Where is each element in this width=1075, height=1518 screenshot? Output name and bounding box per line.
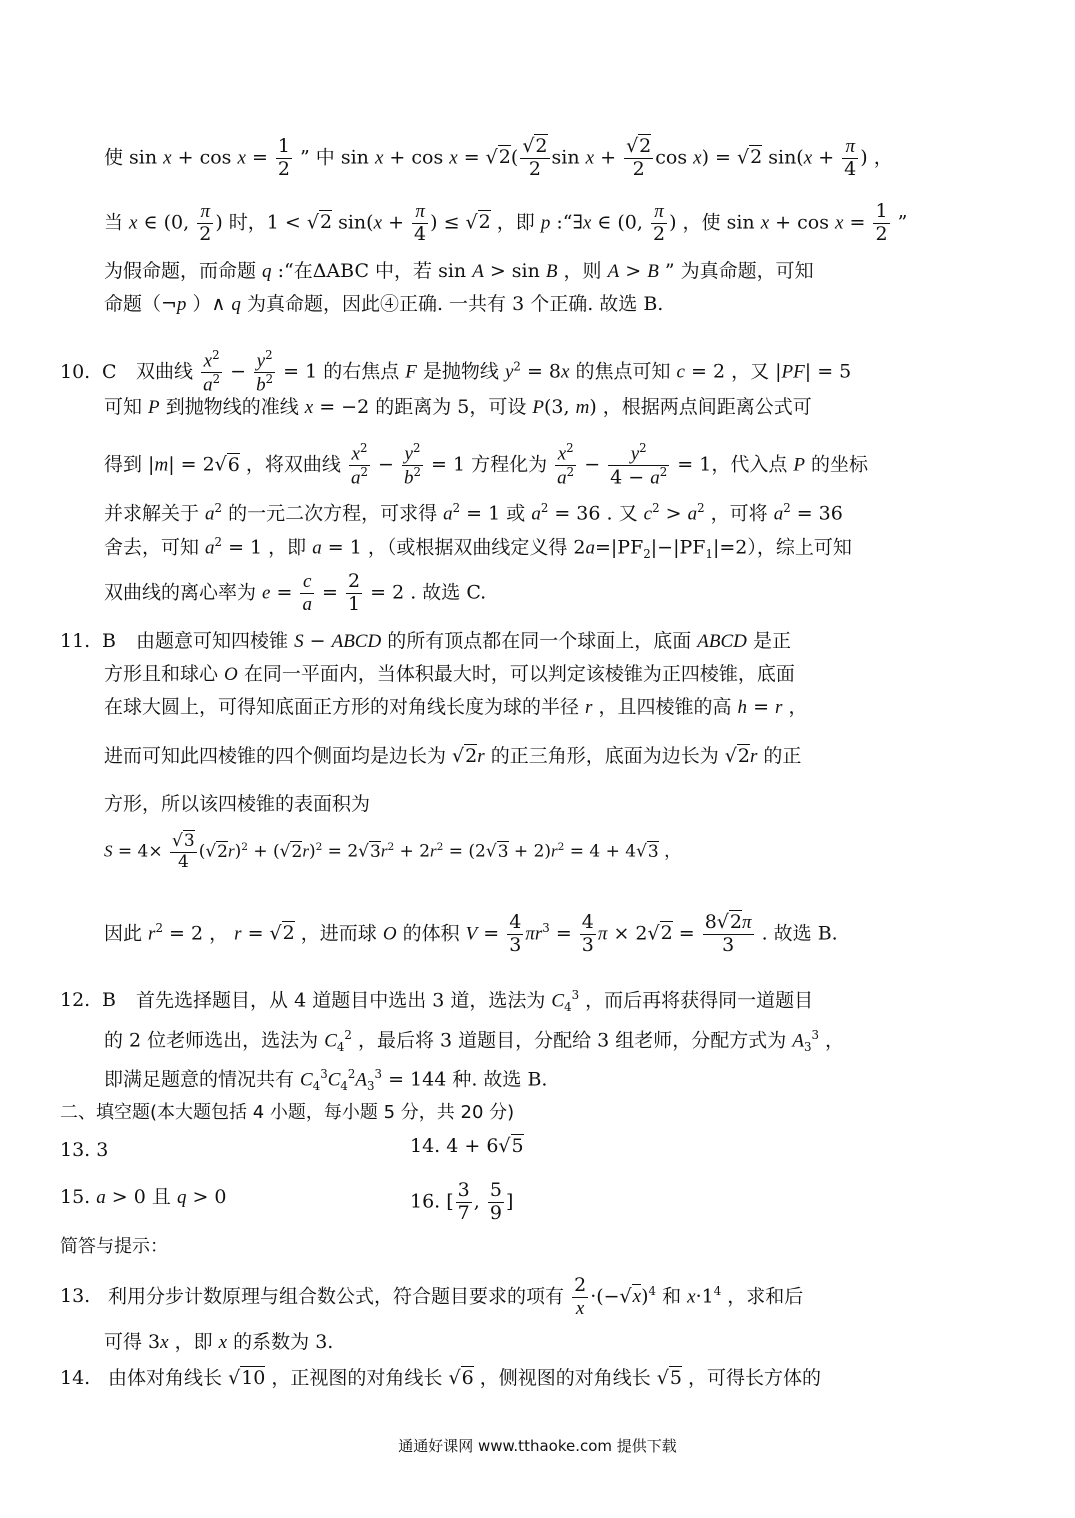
item-number: 12. xyxy=(60,989,91,1012)
item-10: 10. C 双曲线 $\frac{x^2}{a^2}$ − $\frac{y^2}{b^2}$ = 1 的右焦点 F 是抛物线 $y^2 = 8x$ 的焦点可知 c = 2 ，又 |PF| = 5 xyxy=(60,348,852,396)
formula-line: S = 4× $\frac{√3}{4}$ $(√2r)^2 + (√2r)^2 = 2√3r^2 + 2r^2 = (2√3 + 2)r^2 = 4 + 4√3$ ， xyxy=(104,831,682,872)
text-line: 方形且和球心 O 在同一平面内，当体积最大时，可以判定该棱锥为正四棱锥，底面 xyxy=(104,663,795,685)
answer-15: 15. a > 0 且 q > 0 xyxy=(60,1186,227,1208)
text-line: 舍去，可知 $a^2 = 1$ ，即 a = 1 ，（或根据双曲线定义得 $2a=|PF_2|-|PF_1|=2$），综上可知 xyxy=(104,535,852,562)
item-12: 12. B 首先选择题目，从 4 道题目中选出 3 道，选法为 $C_4^3$ ，而后再将获得同一道题目 xyxy=(60,988,814,1015)
page-footer: 通通好课网 www.tthaoke.com 提供下载 xyxy=(398,1437,677,1455)
hint-title: 简答与提示： xyxy=(60,1236,168,1257)
answer-label: 16. xyxy=(410,1190,441,1213)
text-line: 得到 |m| = 2√6 ，将双曲线 $\frac{x^2}{a^2}$ − $\frac{y^2}{b^2}$ = 1 方程化为 $\frac{x^2}{a^2}$ − $\frac{y^2}{4 - a^2}$ = 1，代入点 P 的坐标 xyxy=(104,441,869,489)
item-number: 10. xyxy=(60,360,91,383)
text-line: 并求解关于 $a^2$ 的一元二次方程，可求得 $a^2 = 1$ 或 $a^2 = 36$ . 又 $c^2 > a^2$ ，可将 $a^2 = 36$ xyxy=(104,501,843,525)
item-answer: C xyxy=(102,360,117,383)
answer-label: 15. xyxy=(60,1186,91,1208)
answer-label: 14. xyxy=(410,1135,441,1157)
text-line: 双曲线的离心率为 e = $\frac{c}{a}$ = $\frac{2}{1}$ = 2 . 故选 C. xyxy=(104,570,487,615)
text-line: 使 sin x + cos x = $\frac{1}{2}$ ” 中 sin x + cos x = √2( $\frac{√2}{2}$ sin x + $\frac{√2}{2}$ cos x) = √2 sin(x + $\frac{\pi}{4}$ ) ， xyxy=(104,135,893,180)
item-number: 14. xyxy=(60,1367,91,1389)
text-line: 可得 3x ，即 x 的系数为 3. xyxy=(104,1331,334,1353)
item-number: 13. xyxy=(60,1285,91,1308)
text-line: 的 2 位老师选出，选法为 $C_4^2$ ，最后将 3 道题目，分配给 3 组老师，分配方式为 $A_3^3$ ， xyxy=(104,1028,844,1055)
section-heading: 二、填空题(本大题包括 4 小题，每小题 5 分，共 20 分) xyxy=(60,1102,515,1123)
answer-13: 13. 3 xyxy=(60,1139,109,1161)
text-line: 因此 $r^2 = 2$ ， r = √2 ，进而球 O 的体积 V = $\frac{4}{3}$ $\pi r^3$ = $\frac{4}{3}$ π × 2√2 = $\frac{8√2\pi}{3}$ . 故选 B. xyxy=(104,911,838,956)
text-line: 方形，所以该四棱锥的表面积为 xyxy=(104,793,371,815)
item-answer: B xyxy=(102,989,116,1012)
item-11: 11. B 由题意可知四棱锥 S − ABCD 的所有顶点都在同一个球面上，底面 ABCD 是正 xyxy=(60,630,791,652)
text-line: 命题（¬p ）∧ q 为真命题，因此④正确. 一共有 3 个正确. 故选 B. xyxy=(104,293,664,315)
item-14: 14. 由体对角线长 √10 ，正视图的对角线长 √6 ，侧视图的对角线长 √5 ，可得长方体的 xyxy=(60,1367,821,1389)
text-line: 进而可知此四棱锥的四个侧面均是边长为 √2r 的正三角形，底面为边长为 √2r 的正 xyxy=(104,745,802,767)
item-13: 13. 利用分步计数原理与组合数公式，符合题目要求的项有 $\frac{2}{x}$ $\cdot(-√x)^4$ 和 $x\cdot 1^4$ ，求和后 xyxy=(60,1274,804,1319)
text-line: 即满足题意的情况共有 $C_4^3C_4^2A_3^3 = 144$ 种. 故选 B. xyxy=(104,1067,548,1094)
item-number: 11. xyxy=(60,630,91,652)
answer-14: 14. 4 + 6√5 xyxy=(410,1135,524,1157)
item-answer: B xyxy=(102,630,116,652)
text-line: 当 x ∈ (0, $\frac{\pi}{2}$ ) 时，1 < √2 sin(x + $\frac{\pi}{4}$ ) ≤ √2 ，即 p :“∃x ∈ (0, $\frac{\pi}{2}$ ) ，使 sin x + cos x = $\frac{1}{2}$ ” xyxy=(104,200,908,245)
text-line: 在球大圆上，可得知底面正方形的对角线长度为球的半径 r ，且四棱锥的高 h = r ， xyxy=(104,696,808,718)
text-line: 为假命题，而命题 q :“在ΔABC 中，若 sin A > sin B ，则 A > B ” 为真命题，可知 xyxy=(104,260,814,282)
answer-16: 16. [ $\frac{3}{7}$ , $\frac{5}{9}$ ] xyxy=(410,1179,514,1224)
text-line: 可知 P 到抛物线的准线 x = −2 的距离为 5，可设 P(3, m) ，根据两点间距离公式可 xyxy=(104,396,812,418)
